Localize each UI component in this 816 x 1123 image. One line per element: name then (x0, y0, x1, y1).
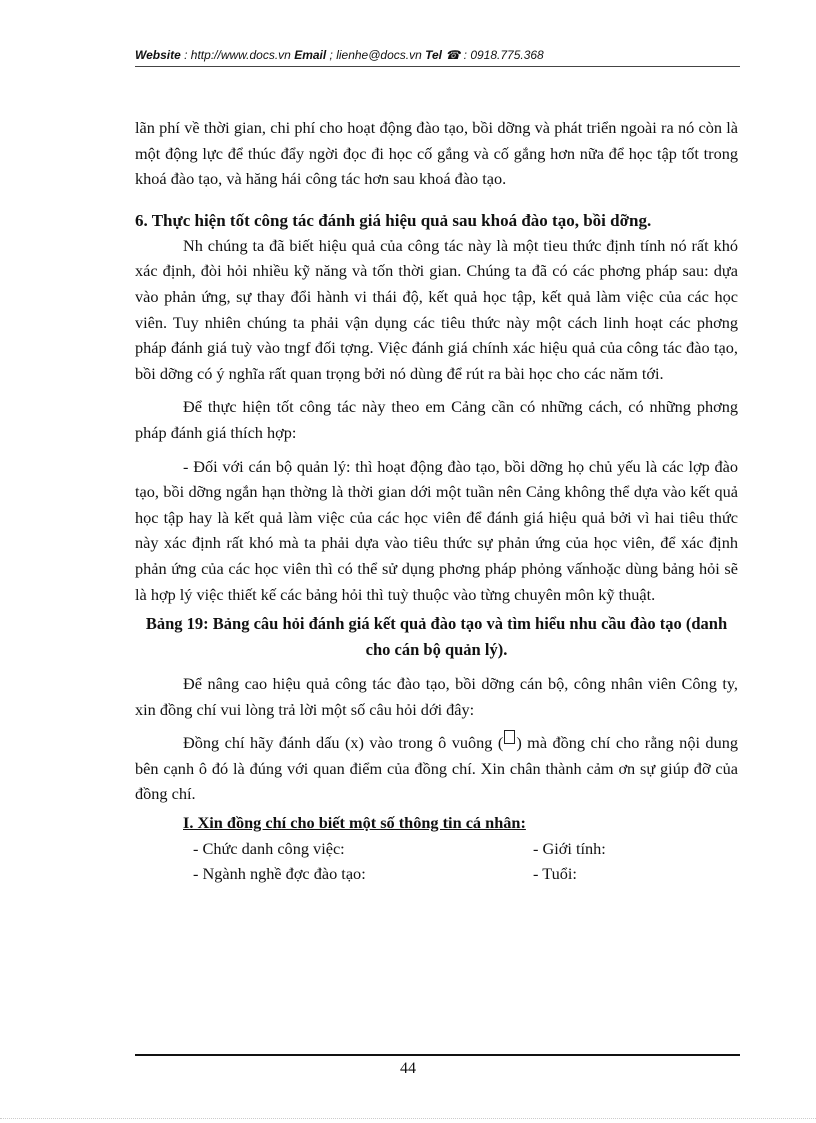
table-19-title: Bảng 19: Bảng câu hỏi đánh giá kết quả đào tạo và tìm hiểu nhu cầu đào tạo (danh cho cán bộ quản lý). (145, 614, 728, 660)
checkbox-square-icon (504, 730, 515, 744)
page-header (135, 48, 740, 62)
website-label: Website (135, 48, 181, 62)
paragraph-survey-intro: Để nâng cao hiệu quả công tác đào tạo, bồi dỡng cán bộ, công nhân viên Công ty, xin đồng chí vui lòng trả lời một số câu hỏi dới đây: (135, 674, 738, 719)
page-bottom-border (0, 1118, 816, 1119)
field-age: - Tuổi: (533, 864, 577, 884)
field-gender: - Giới tính: (533, 838, 606, 858)
phone-icon: ☎ (445, 48, 461, 62)
instructions-text-start: Đồng chí hãy đánh dấu (x) vào trong ô vuông ( (183, 733, 504, 753)
field-row-2 (135, 861, 738, 887)
website-url: : http://www.docs.vn (180, 48, 295, 62)
email-address: ; lienhe@docs.vn (326, 48, 426, 62)
field-job-title: - Chức danh công việc: (193, 838, 345, 858)
section-6-heading: 6. Thực hiện tốt công tác đánh giá hiệu quả sau khoá đào tạo, bồi dỡng. (135, 210, 652, 230)
page-number: 44 (400, 1060, 416, 1077)
tel-label: Tel (425, 48, 443, 62)
field-trained-major: - Ngành nghề đợc đào tạo: (193, 864, 366, 884)
part-1-heading: I. Xin đồng chí cho biết một số thông tin cá nhân: (183, 813, 526, 833)
paragraph-instructions (135, 730, 738, 807)
paragraph-evaluation-intro: Nh chúng ta đã biết hiệu quả của công tác này là một tieu thức định tính nó rất khó xác định, đòi hỏi nhiều kỹ năng và tốn thời gian. Chúng ta đã có các phơng pháp sau: dựa vào phản ứng, sự thay đổi hành vi thái độ, kết quả học tập, kết quả làm việc của các học viên. Tuy nhiên chúng ta phải vận dụng các tiêu thức này một cách linh hoạt các phơng pháp đánh giá tuỳ vào tngf đối tợng. Việc đánh giá chính xác hiệu quả của công tác đào tạo, bồi dỡng có ý nghĩa rất quan trọng bởi nó dùng để rút ra bài học cho các năm tới. (135, 235, 738, 383)
email-label: Email (294, 48, 327, 62)
paragraph-managers: - Đối với cán bộ quản lý: thì hoạt động đào tạo, bồi dỡng họ chủ yếu là các lợp đào tạo, bồi dỡng ngắn hạn thờng là thời gian dới một tuần nên Cảng không thể dựa vào kết quả học tập hay là kết quả làm việc của các học viên để đánh giá hiệu quả bởi vì hai tiêu thức này xác định rất khó mà ta phải dựa vào tiêu thức sự phản ứng của học viên, để xác định phản ứng của các học viên thì có thể sử dụng phơng pháp phỏng vấnhoặc dùng bảng hỏi sẽ là hợp lý việc thiết kế các bảng hỏi thì tuỳ thuộc vào từng chuyên môn kỹ thuật. (135, 456, 738, 604)
header-divider (135, 66, 740, 67)
phone-number: : 0918.775.368 (460, 48, 544, 62)
instructions-text-end: ) mà đồng chí cho rằng nội dung bên cạnh ô đó là đúng với quan điểm của đồng chí. Xin chân thành cảm ơn sự giúp đỡ của đồng chí. (135, 733, 738, 804)
field-row-1 (135, 836, 738, 862)
footer-divider (135, 1054, 740, 1056)
paragraph-continuation: lãn phí về thời gian, chi phí cho hoạt động đào tạo, bồi dỡng và phát triển ngoài ra nó còn là một động lực để thúc đẩy ngời đọc đi học cố gắng và cố gắng hơn nữa để học tập tốt trong khoá đào tạo, và hăng hái công tác hơn sau khoá đào tạo. (135, 118, 738, 189)
paragraph-methods: Để thực hiện tốt công tác này theo em Cảng cần có những cách, có những phơng pháp đánh giá thích hợp: (135, 397, 738, 442)
page-body (135, 115, 738, 887)
